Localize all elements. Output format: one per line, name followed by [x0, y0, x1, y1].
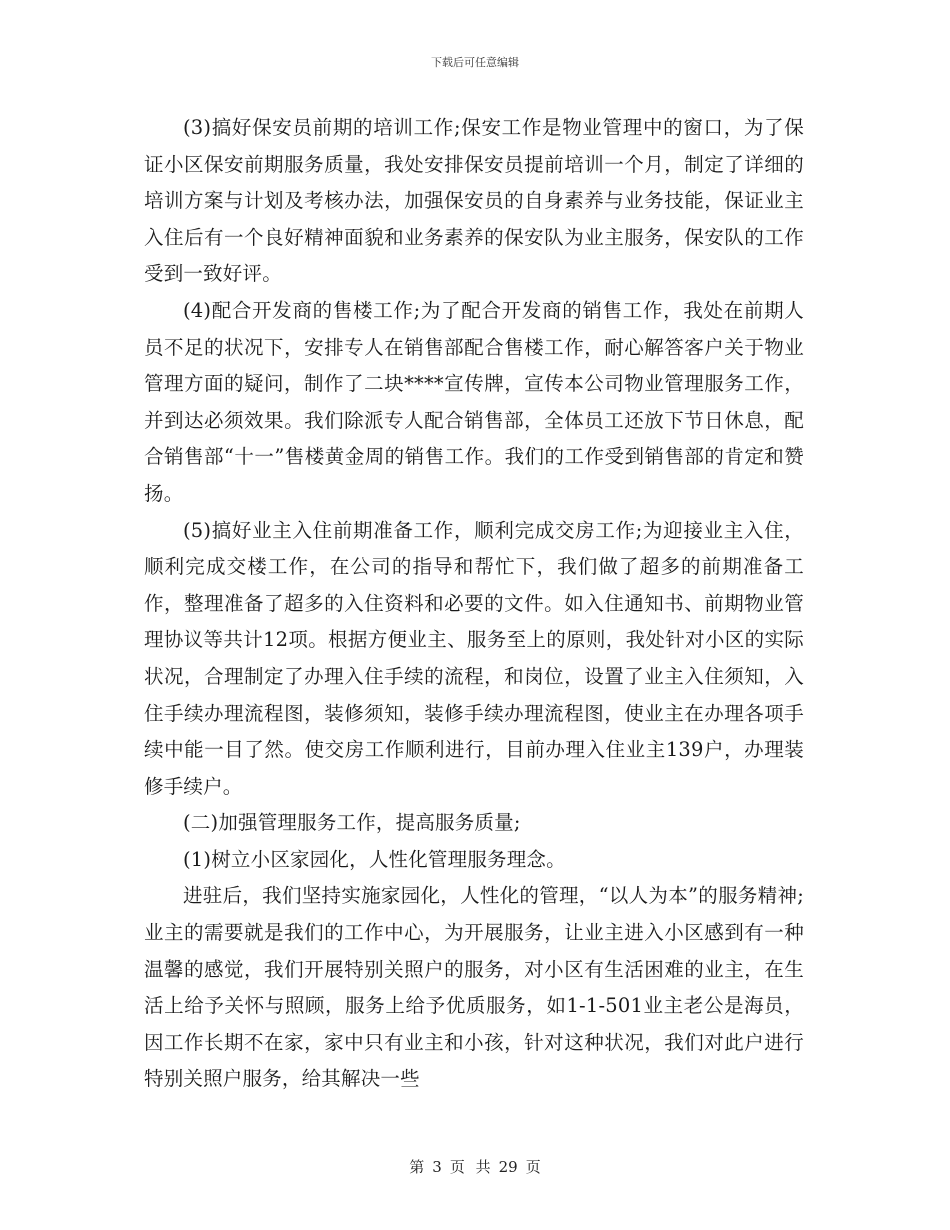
document-body	[144, 110, 804, 1098]
footer-total-pages: 29	[498, 1158, 518, 1176]
subheading-home-style-service: (1)树立小区家园化，人性化管理服务理念。	[183, 847, 566, 871]
paragraph-move-in-preparation: (5)搞好业主入住前期准备工作，顺利完成交房工作;为迎接业主入住，顺利完成交楼工作，在公司的指导和帮忙下，我们做了超多的前期准备工作，整理准备了超多的入住资料和必要的文件。如入住通知书、前期物业管理协议等共计12项。根据方便业主、服务至上的原则，我处针对小区的实际状况，合理制定了办理入住手续的流程，和岗位，设置了业主入住须知，入住手续办理流程图，装修须知，装修手续办理流程图，使业主在办理各项手续中能一目了然。使交房工作顺利进行，目前办理入住业主139户，办理装修手续户。	[144, 518, 804, 798]
footer-suffix: 页	[525, 1158, 541, 1176]
footer-mid: 页 共	[449, 1158, 491, 1176]
page-footer	[0, 1156, 950, 1177]
section-heading-service-quality: (二)加强管理服务工作，提高服务质量;	[183, 811, 521, 835]
footer-current-page: 3	[432, 1158, 442, 1176]
page-header-note: 下载后可任意编辑	[431, 56, 519, 69]
paragraph-sales-support: (4)配合开发商的售楼工作;为了配合开发商的销售工作，我处在前期人员不足的状况下，安排专人在销售部配合售楼工作，耐心解答客户关于物业管理方面的疑问，制作了二块****宣传牌，宣传本公司物业管理服务工作，并到达必须效果。我们除派专人配合销售部，全体员工还放下节日休息，配合销售部“十一”售楼黄金周的销售工作。我们的工作受到销售部的肯定和赞扬。	[144, 298, 804, 505]
paragraph-special-care: 进驻后，我们坚持实施家园化，人性化的管理，“以人为本”的服务精神;业主的需要就是我们的工作中心，为开展服务，让业主进入小区感到有一种温馨的感觉，我们开展特别关照户的服务，对小区有生活困难的业主，在生活上给予关怀与照顾，服务上给予优质服务，如1-1-501业主老公是海员，因工作长期不在家，家中只有业主和小孩，针对这种状况，我们对此户进行特别关照户服务，给其解决一些	[144, 884, 804, 1091]
footer-prefix: 第	[409, 1158, 425, 1176]
paragraph-security-training: (3)搞好保安员前期的培训工作;保安工作是物业管理中的窗口，为了保证小区保安前期服务质量，我处安排保安员提前培训一个月，制定了详细的培训方案与计划及考核办法，加强保安员的自身素养与业务技能，保证业主入住后有一个良好精神面貌和业务素养的保安队为业主服务，保安队的工作受到一致好评。	[144, 116, 804, 286]
